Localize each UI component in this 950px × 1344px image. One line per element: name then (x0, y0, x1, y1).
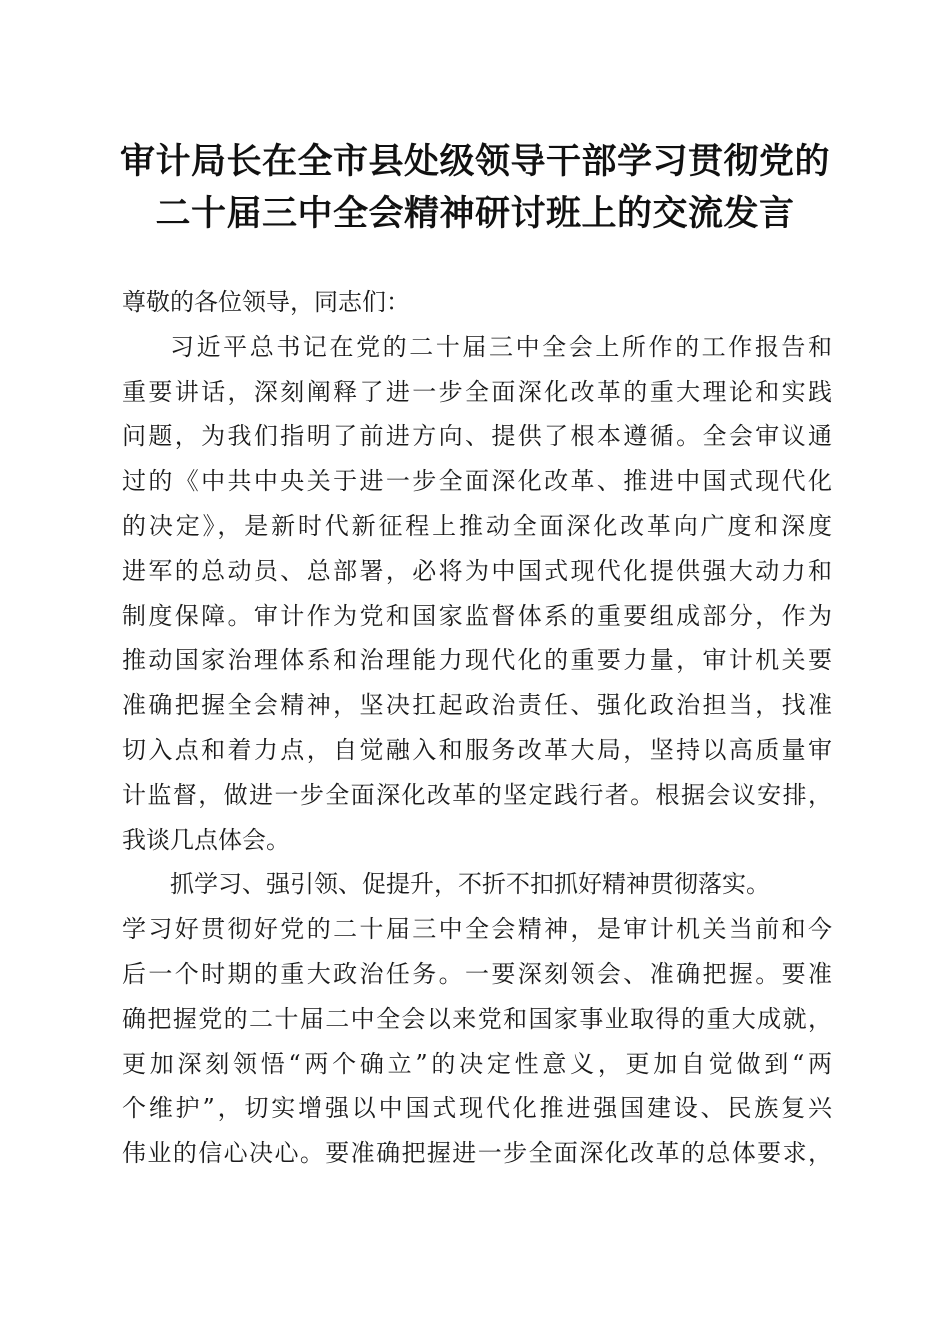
paragraph-1-line: 重要讲话，深刻阐释了进一步全面深化改革的重大理论和实践 (122, 377, 832, 406)
paragraph-2-line: 伟业的信心决心。要准确把握进一步全面深化改革的总体要求， (122, 1139, 832, 1168)
title-line-2: 二十届三中全会精神研讨班上的交流发言 (155, 193, 795, 234)
paragraph-2-line: 确把握党的二十届二中全会以来党和国家事业取得的重大成就， (122, 1004, 832, 1033)
paragraph-1-line: 准确把握全会精神，坚决扛起政治责任、强化政治担当，找准 (122, 691, 832, 720)
title-line-1: 审计局长在全市县处级领导干部学习贯彻党的 (119, 141, 830, 182)
paragraph-1-line: 进军的总动员、总部署，必将为中国式现代化提供强大动力和 (122, 556, 832, 585)
salutation: 尊敬的各位领导，同志们： (122, 288, 410, 316)
paragraph-1-line: 推动国家治理体系和治理能力现代化的重要力量，审计机关要 (122, 646, 832, 675)
paragraph-1-line: 问题，为我们指明了前进方向、提供了根本遵循。全会审议通 (122, 422, 832, 451)
paragraph-1-line: 计监督，做进一步全面深化改革的坚定践行者。根据会议安排， (122, 780, 832, 809)
paragraph-2-line: 个维护”，切实增强以中国式现代化推进强国建设、民族复兴 (122, 1094, 832, 1123)
paragraph-2-line: 更加深刻领悟“两个确立”的决定性意义，更加自觉做到“两 (122, 1049, 832, 1078)
paragraph-1-line: 我谈几点体会。 (122, 825, 290, 854)
paragraph-2-line: 抓学习、强引领、促提升，不折不扣抓好精神贯彻落实。 (170, 870, 770, 899)
paragraph-1-line: 习近平总书记在党的二十届三中全会上所作的工作报告和 (170, 332, 832, 361)
paragraph-1-line: 制度保障。审计作为党和国家监督体系的重要组成部分，作为 (122, 601, 832, 630)
paragraph-2-line: 学习好贯彻好党的二十届三中全会精神，是审计机关当前和今 (122, 915, 832, 944)
paragraph-1-line: 切入点和着力点，自觉融入和服务改革大局，坚持以高质量审 (122, 735, 832, 764)
paragraph-1-line: 过的《中共中央关于进一步全面深化改革、推进中国式现代化 (122, 467, 832, 496)
document-body (122, 280, 832, 1176)
document-title (100, 136, 850, 240)
paragraph-2-line: 后一个时期的重大政治任务。一要深刻领会、准确把握。要准 (122, 959, 832, 988)
paragraph-1-line: 的决定》，是新时代新征程上推动全面深化改革向广度和深度 (122, 511, 832, 540)
